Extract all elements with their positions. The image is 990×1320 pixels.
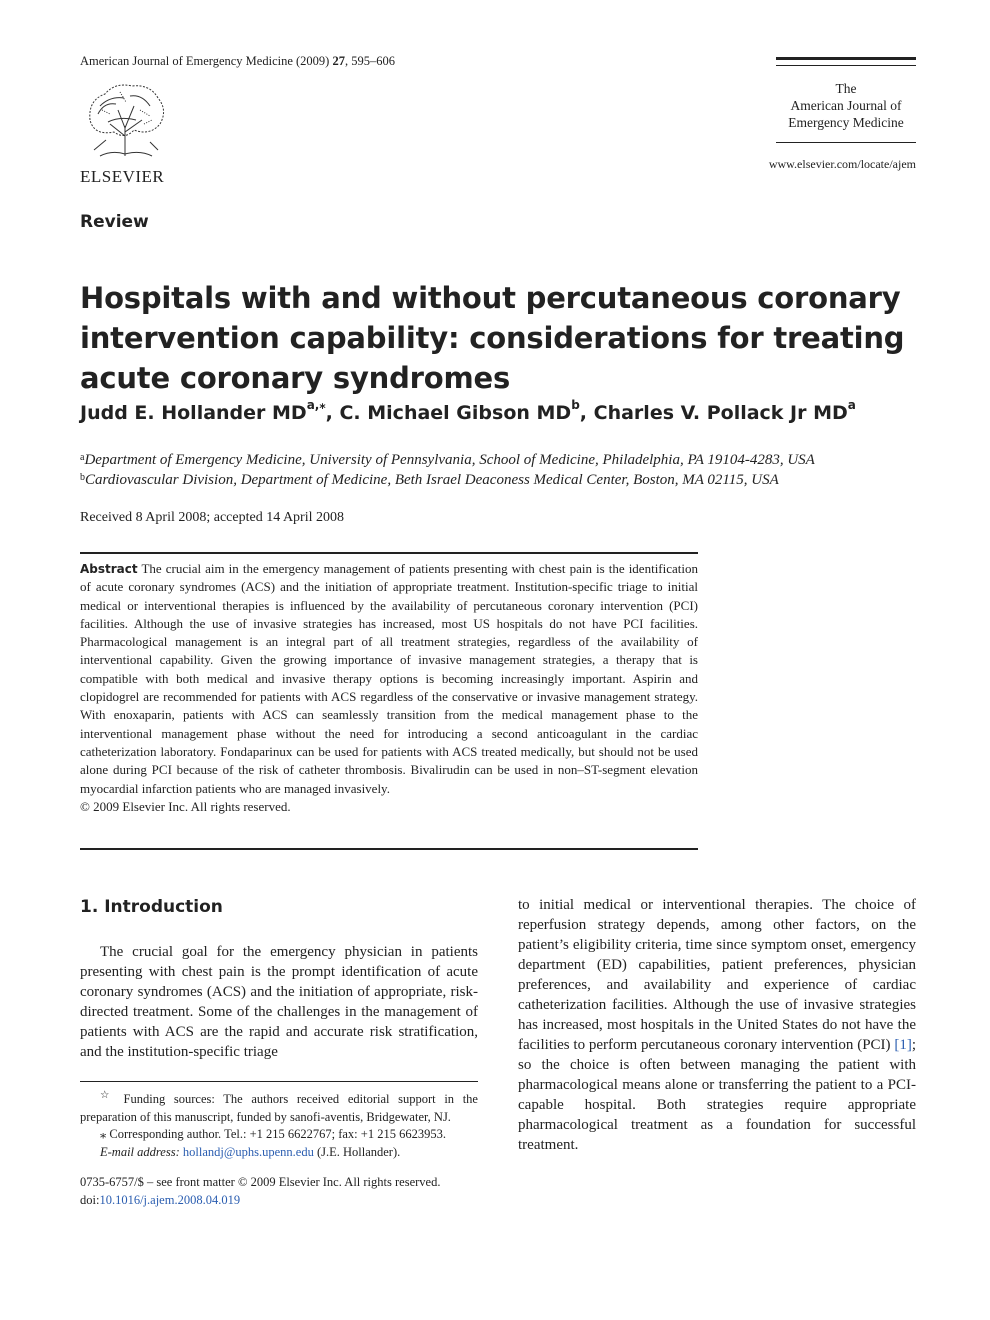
- citation-pages: , 595–606: [344, 54, 395, 68]
- elsevier-logo: [80, 80, 172, 186]
- affiliation-a: [80, 452, 940, 469]
- corresponding-mark: ⁎: [100, 1127, 107, 1142]
- affiliation-b: [80, 472, 940, 489]
- section-type: Review: [80, 212, 149, 232]
- doi-prefix: doi:: [80, 1193, 100, 1207]
- author-list: [80, 398, 920, 424]
- citation-volume: 27: [332, 54, 345, 68]
- star-mark: ☆: [100, 1090, 115, 1101]
- author-2: [339, 398, 594, 424]
- affiliation-text: Department of Emergency Medicine, University of Pennsylvania, School of Medicine, Philadelphia, PA 19104-4283, USA: [84, 452, 815, 468]
- elsevier-tree-icon: [80, 80, 170, 158]
- front-matter: [80, 1173, 500, 1209]
- author-separator: ,: [325, 402, 340, 424]
- journal-citation: [80, 54, 395, 69]
- footnotes: [80, 1087, 478, 1161]
- footnote-rule: [80, 1081, 478, 1082]
- footnote-corresponding: [80, 1126, 478, 1144]
- journal-name-line2: American Journal of: [790, 98, 902, 113]
- article-title: Hospitals with and without percutaneous coronary intervention capability: considerations for treating acute coronary syndromes: [80, 281, 905, 395]
- affiliation-text: Cardiovascular Division, Department of Medicine, Beth Israel Deaconess Medical Center, Boston, MA 02115, USA: [85, 472, 779, 488]
- affiliation-sup: a: [80, 452, 85, 463]
- journal-name-line1: The: [835, 81, 857, 96]
- author-separator: ,: [579, 402, 594, 424]
- email-owner: (J.E. Hollander).: [316, 1144, 401, 1159]
- email-label: E-mail address:: [100, 1144, 180, 1159]
- author-1: [80, 398, 340, 424]
- reference-link-1[interactable]: [1]: [894, 1037, 912, 1053]
- intro-right-text-2: ; so the choice is often between managing the patient with pharmacological means alone or transferring the patient to a PCI-capable hospital. Both strategies require appropriate pharmacological treatment as a foundation for successful treatment.: [518, 1037, 916, 1153]
- author-name: Judd E. Hollander MD: [80, 402, 307, 424]
- journal-url[interactable]: www.elsevier.com/locate/ajem: [768, 157, 916, 171]
- abstract-top-rule: [80, 552, 698, 554]
- intro-paragraph-right: [518, 895, 916, 1155]
- funding-text: Funding sources: The authors received editorial support in the preparation of this manuscript, funded by sanofi-aventis, Bridgewater, NJ.: [80, 1092, 478, 1124]
- doi-link[interactable]: 10.1016/j.ajem.2008.04.019: [99, 1193, 241, 1207]
- author-affil-sup: a: [847, 398, 856, 412]
- affiliation-sup: b: [80, 472, 85, 483]
- author-affil-sup: a,⁎: [306, 398, 326, 412]
- journal-name: [776, 80, 916, 131]
- abstract-text: The crucial aim in the emergency management of patients presenting with chest pain is the identification of acute coronary syndromes (ACS) and the initiation of appropriate treatment. Institution-specific triage to initial medical or interventional therapies is influenced by the availability of percutaneous coronary intervention (PCI) facilities. Although the use of invasive strategies has increased, most US hospitals do not have PCI facilities. Pharmacological management is an integral part of all treatment strategies, regardless of the availability of interventional capability. Given the growing importance of invasive management strategies, a therapy that is compatible with both medical and invasive therapy options is becoming increasingly important. Aspirin and clopidogrel are recommended for patients with ACS regardless of the conservative or invasive management strategy. With enoxaparin, patients with ACS can seamlessly transition from the medical management phase to the interventional management phase without the need for introducing a second anticoagulant in the cardiac catheterization laboratory. Fondaparinux can be used for patients with ACS treated medically, but should not be used alone during PCI because of the risk of catheter thrombosis. Bivalirudin can be used in non–ST-segment elevation myocardial infarction patients who are managed invasively.: [80, 561, 699, 796]
- journal-rule-bottom: [776, 142, 916, 143]
- abstract-bottom-rule: [80, 848, 698, 850]
- abstract-copyright: © 2009 Elsevier Inc. All rights reserved.: [80, 798, 291, 814]
- abstract: [80, 560, 698, 816]
- doi-line: [80, 1191, 500, 1209]
- author-name: C. Michael Gibson MD: [339, 402, 572, 424]
- footnote-funding: [80, 1087, 478, 1126]
- received-dates: Received 8 April 2008; accepted 14 April 2008: [80, 510, 344, 525]
- author-3: [593, 398, 856, 424]
- email-link[interactable]: hollandj@uphs.upenn.edu: [182, 1144, 314, 1159]
- footnote-email: [80, 1144, 478, 1162]
- elsevier-wordmark: ELSEVIER: [80, 167, 165, 186]
- intro-right-text-1: to initial medical or interventional therapies. The choice of reperfusion strategy depends, among other factors, on the patient’s eligibility criteria, time since symptom onset, emergency department (ED) capabilities, patient preferences, physician preferences, and availability and experience of cardiac catheterization facilities. Although the use of invasive strategies has increased, most hospitals in the United States do not have the facilities to perform percutaneous coronary intervention (PCI): [518, 897, 916, 1053]
- author-name: Charles V. Pollack Jr MD: [593, 402, 848, 424]
- citation-prefix: American Journal of Emergency Medicine (2009): [80, 54, 330, 68]
- section-heading-introduction: 1. Introduction: [80, 897, 223, 917]
- issn-line: 0735-6757/$ – see front matter © 2009 Elsevier Inc. All rights reserved.: [80, 1175, 441, 1189]
- journal-name-line3: Emergency Medicine: [788, 115, 904, 130]
- author-affil-sup: b: [571, 398, 580, 412]
- intro-paragraph-left: The crucial goal for the emergency physician in patients presenting with chest pain is the prompt identification of acute coronary syndromes (ACS) and the initiation of appropriate, risk-directed treatment. Some of the challenges in the management of patients with ACS are the rapid and accurate risk stratification, and the institution-specific triage: [80, 944, 478, 1060]
- corresponding-text: Corresponding author. Tel.: +1 215 6622767; fax: +1 215 6623953.: [109, 1127, 446, 1142]
- journal-header-rules: [776, 57, 916, 66]
- abstract-label: Abstract: [80, 562, 138, 576]
